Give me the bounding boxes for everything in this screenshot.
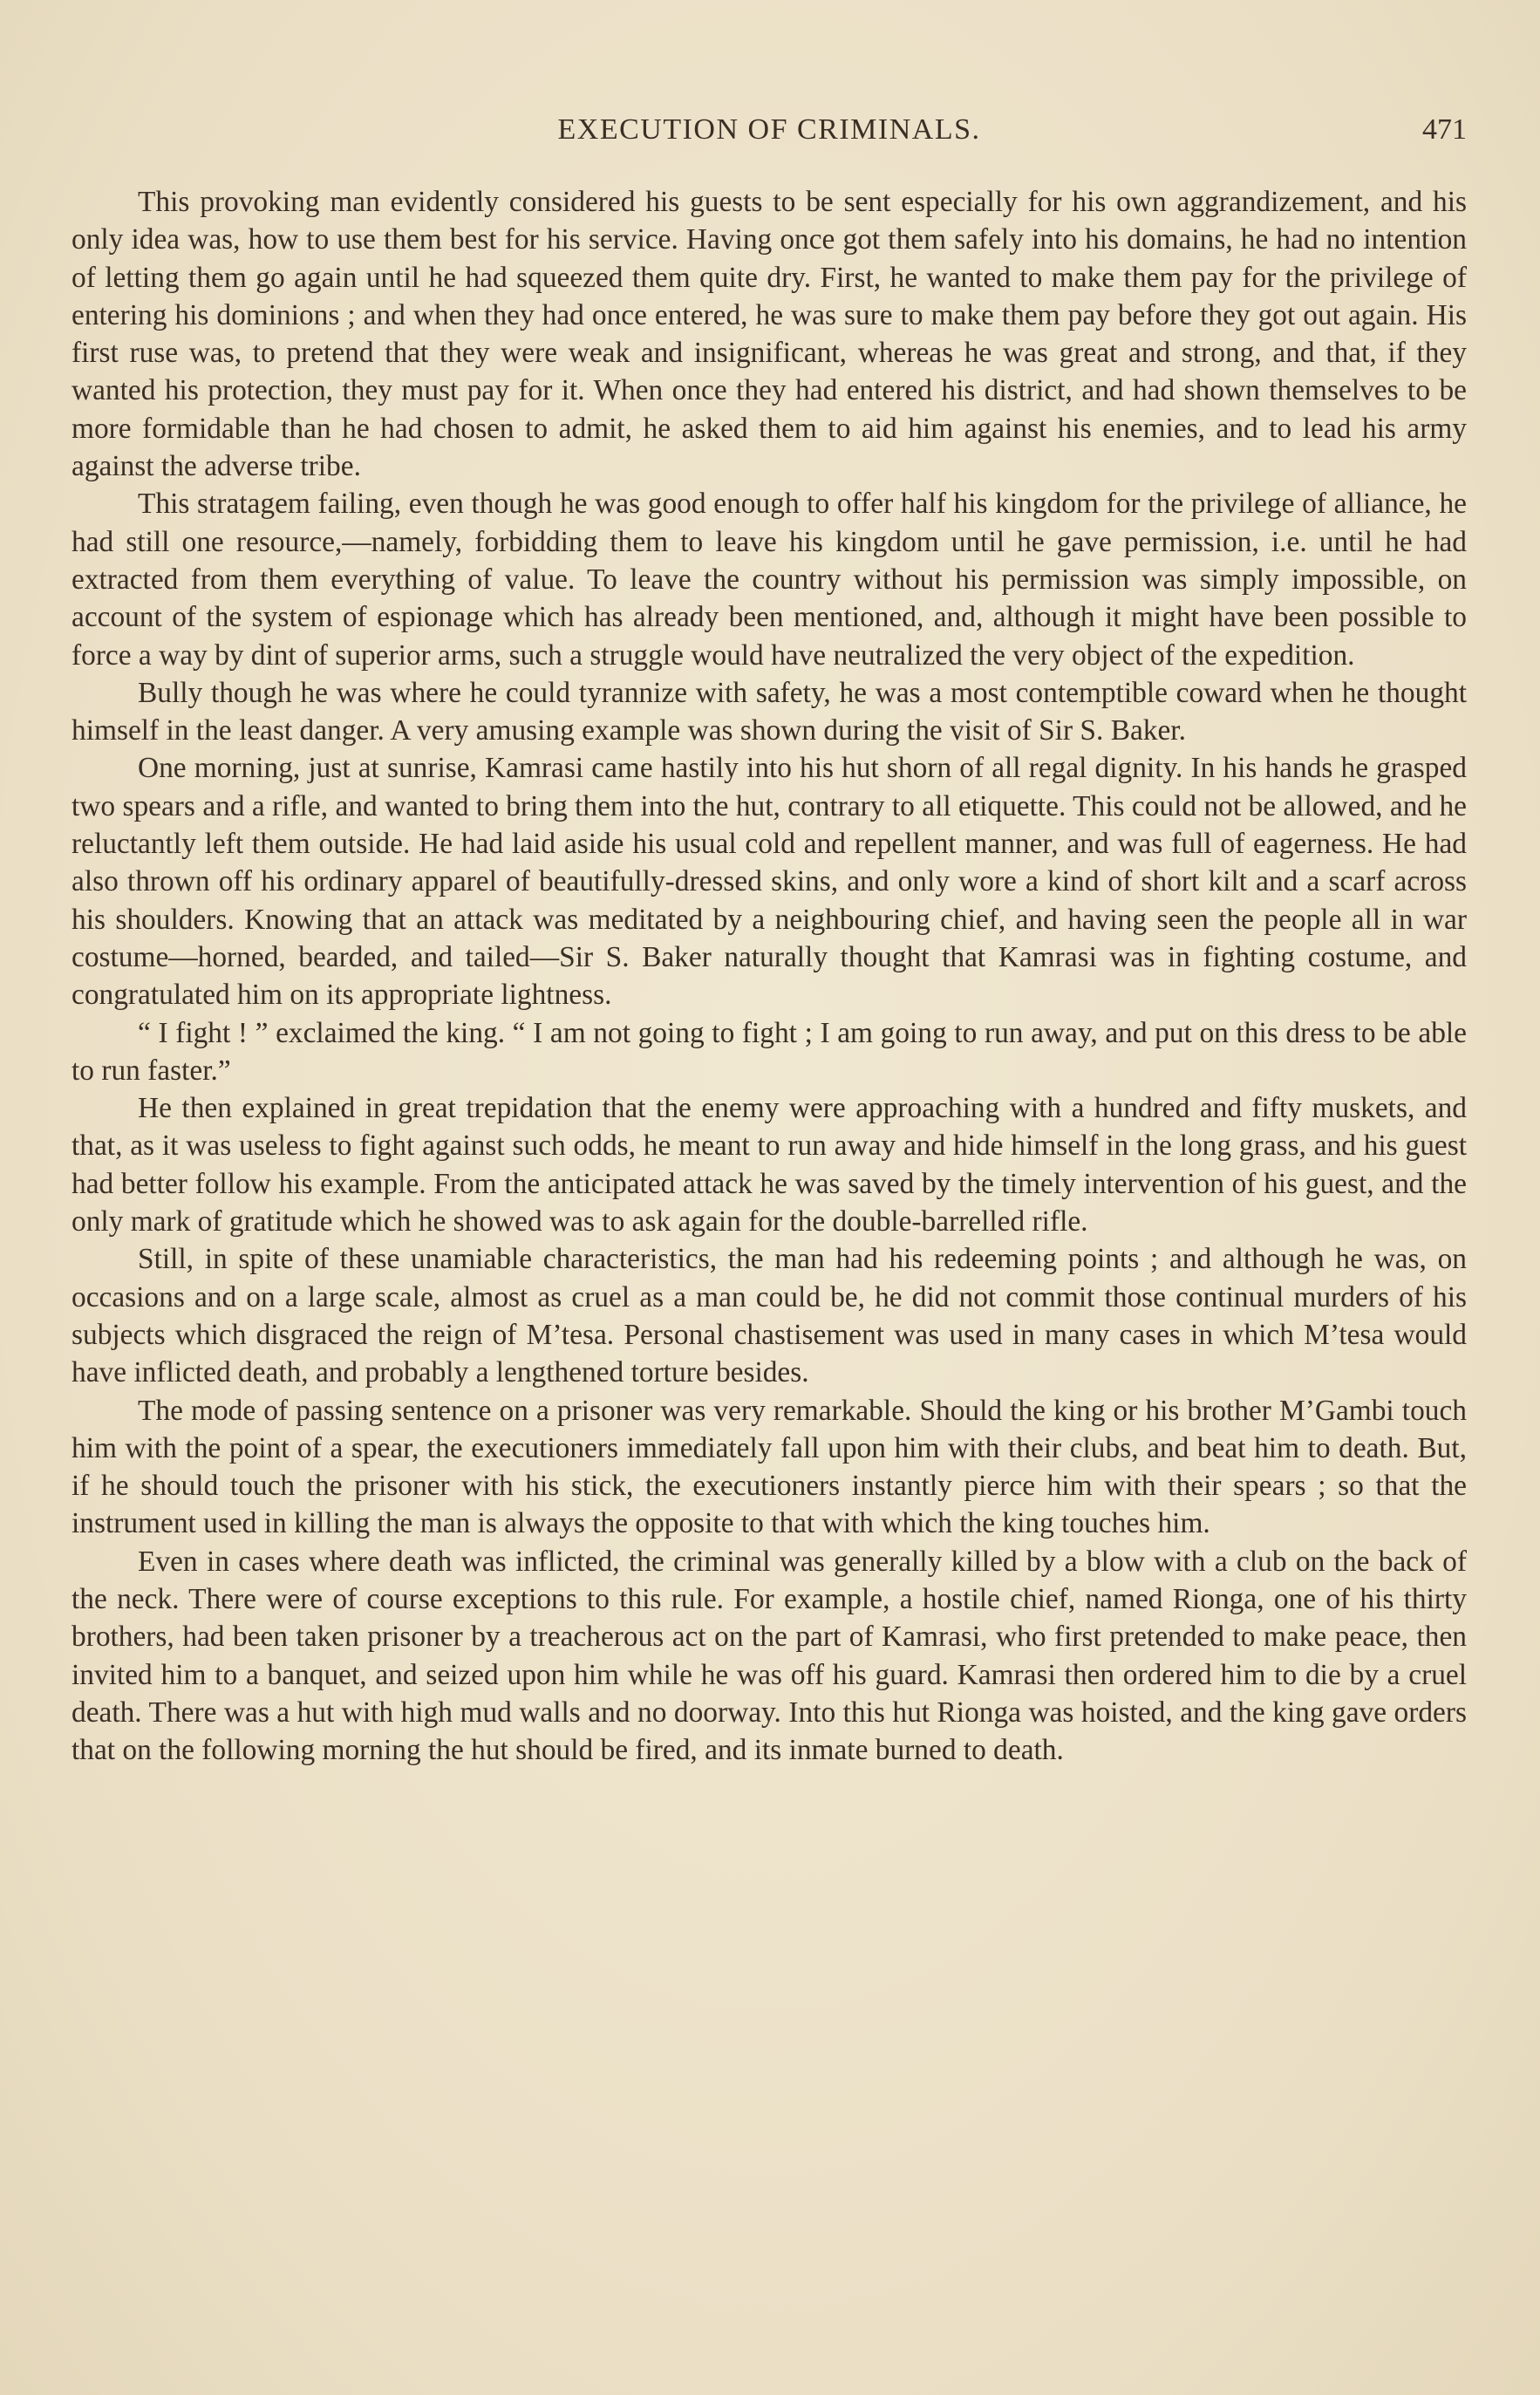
paragraph: Still, in spite of these unamiable characteristics, the man had his redeeming points ; and although he was, on occasions and on a large scale, almost as cruel as a man could be, he did not commit those continual murders of his subjects which disgraced the reign of M’tesa. Personal chastisement was used in many cases in which M’tesa would have inflicted death, and probably a lengthened torture besides. bbox=[72, 1243, 1467, 1389]
running-head: EXECUTION OF CRIMINALS. bbox=[557, 113, 981, 146]
paragraph: Even in cases where death was inflicted, the criminal was generally killed by a blow with a club on the back of the neck. There were of course exceptions to this rule. For example, a hostile chief, named Rionga, one of his thirty brothers, had been taken prisoner by a treacherous act on the part of Kamrasi, who first pretended to make peace, then invited him to a banquet, and seized upon him while he was off his guard. Kamrasi then ordered him to die by a cruel death. There was a hut with high mud walls and no doorway. Into this hut Rionga was hoisted, and the king gave orders that on the following morning the hut should be fired, and its inmate burned to death. bbox=[72, 1545, 1467, 1767]
paragraph: “ I fight ! ” exclaimed the king. “ I am not going to fight ; I am going to run away, and put on this dress to be able to run faster.” bbox=[72, 1016, 1467, 1087]
page-number: 471 bbox=[1422, 113, 1467, 146]
page-header bbox=[72, 108, 1467, 152]
paragraph: One morning, just at sunrise, Kamrasi came hastily into his hut shorn of all regal dignity. In his hands he grasped two spears and a rifle, and wanted to bring them into the hut, contrary to all etiquette. This could not be allowed, and he reluctantly left them outside. He had laid aside his usual cold and repellent manner, and was full of eagerness. He had also thrown off his ordinary apparel of beautifully-dressed skins, and only wore a kind of short kilt and a scarf across his shoulders. Knowing that an attack was meditated by a neighbouring chief, and having seen the people all in war costume—horned, bearded, and tailed—Sir S. Baker naturally thought that Kamrasi was in fighting costume, and congratulated him on its appropriate lightness. bbox=[72, 752, 1467, 1012]
paragraph: This provoking man evidently considered his guests to be sent especially for his own aggrandizement, and his only idea was, how to use them best for his service. Having once got them safely into his domains, he had no intention of letting them go again until he had squeezed them quite dry. First, he wanted to make them pay for the privilege of entering his dominions ; and when they had once entered, he was sure to make them pay before they got out again. His first ruse was, to pretend that they were weak and insignificant, whereas he was great and strong, and that, if they wanted his protection, they must pay for it. When once they had entered his district, and had shown themselves to be more formidable than he had chosen to admit, he asked them to aid him against his enemies, and to lead his army against the adverse tribe. bbox=[72, 186, 1467, 483]
body-text bbox=[72, 183, 1467, 1769]
paragraph: This stratagem failing, even though he was good enough to offer half his kingdom for the privilege of alliance, he had still one resource,—namely, forbidding them to leave his kingdom until he gave permission, i.e. until he had extracted from them everything of value. To leave the country without his permission was simply impossible, on account of the system of espionage which has already been mentioned, and, although it might have been possible to force a way by dint of superior arms, such a struggle would have neutralized the very object of the expedition. bbox=[72, 488, 1467, 672]
paragraph: Bully though he was where he could tyrannize with safety, he was a most contemptible coward when he thought himself in the least danger. A very amusing example was shown during the visit of Sir S. Baker. bbox=[72, 676, 1467, 747]
paragraph: He then explained in great trepidation that the enemy were approaching with a hundred and fifty muskets, and that, as it was useless to fight against such odds, he meant to run away and hide himself in the long grass, and his guest had better follow his example. From the anticipated attack he was saved by the timely intervention of his guest, and the only mark of gratitude which he showed was to ask again for the double-barrelled rifle. bbox=[72, 1092, 1467, 1238]
paragraph: The mode of passing sentence on a prisoner was very remarkable. Should the king or his brother M’Gambi touch him with the point of a spear, the executioners immediately fall upon him with their clubs, and beat him to death. But, if he should touch the prisoner with his stick, the executioners instantly pierce him with their spears ; so that the instrument used in killing the man is always the opposite to that with which the king touches him. bbox=[72, 1394, 1467, 1540]
